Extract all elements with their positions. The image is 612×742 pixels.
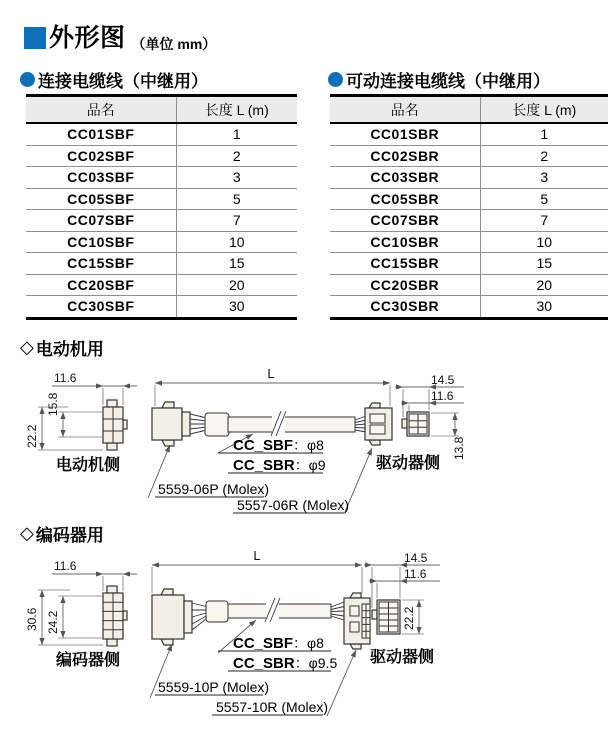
product-name-cell: CC03SBR xyxy=(330,167,480,189)
table-row xyxy=(330,210,608,232)
table-row xyxy=(330,123,608,145)
column-header-name: 品名 xyxy=(330,96,480,124)
motor-cable-drawing xyxy=(0,358,612,522)
table-row xyxy=(330,188,608,210)
length-cell: 2 xyxy=(480,145,608,167)
page-title-text: 外形图 xyxy=(49,24,126,52)
length-cell: 30 xyxy=(480,296,608,319)
dim-24-2: 24.2 xyxy=(46,610,60,634)
motor-cable-assembly xyxy=(152,366,392,446)
dim-11-6-inner: 11.6 xyxy=(431,389,454,403)
fixed-cable-table xyxy=(26,94,297,320)
column-header-length: 长度 L (m) xyxy=(176,96,297,124)
table-row xyxy=(26,210,297,232)
dim-30-6: 30.6 xyxy=(25,607,39,631)
dim-13-8: 13.8 xyxy=(452,436,466,460)
length-cell: 10 xyxy=(480,231,608,253)
table-row xyxy=(26,123,297,145)
flex-cable-table xyxy=(330,94,608,320)
table-row xyxy=(26,253,297,275)
table-row xyxy=(26,145,297,167)
section-heading-flex-cable xyxy=(328,67,550,92)
section-heading-fixed-cable xyxy=(20,67,208,92)
encoder-side-label: 编码器侧 xyxy=(55,652,121,669)
encoder-cable-assembly xyxy=(152,548,370,649)
length-cell: 3 xyxy=(480,167,608,189)
motor-diagram-heading xyxy=(20,335,104,360)
length-cell: 20 xyxy=(480,274,608,296)
length-cell: 5 xyxy=(480,188,608,210)
diamond-marker-icon: ◇ xyxy=(20,337,34,357)
dim-11-6: 11.6 xyxy=(54,371,77,385)
cable-dia-note-sbf: CC_SBF：φ8 xyxy=(233,635,324,652)
length-cell: 15 xyxy=(480,253,608,275)
product-name-cell: CC07SBR xyxy=(330,210,480,232)
receptacle-part-number: 5557-10R (Molex) xyxy=(216,699,329,715)
product-name-cell: CC02SBF xyxy=(26,145,176,167)
dim-14-5: 14.5 xyxy=(431,373,455,387)
column-header-name: 品名 xyxy=(26,96,176,124)
page-title-unit: （单位 mm） xyxy=(131,36,217,52)
encoder-cable-drawing xyxy=(0,546,612,742)
length-cell: 3 xyxy=(176,167,297,189)
dim-length-L: L xyxy=(267,366,275,381)
product-name-cell: CC30SBR xyxy=(330,296,480,319)
table-row xyxy=(330,274,608,296)
product-name-cell: CC03SBF xyxy=(26,167,176,189)
table-row xyxy=(330,145,608,167)
driver-side-label: 驱动器侧 xyxy=(369,649,435,666)
column-header-length: 长度 L (m) xyxy=(480,96,608,124)
length-cell: 20 xyxy=(176,274,297,296)
table-row xyxy=(330,296,608,319)
receptacle-part-number: 5557-06R (Molex) xyxy=(237,497,350,513)
length-cell: 7 xyxy=(176,210,297,232)
dim-22-2: 22.2 xyxy=(25,424,39,448)
product-name-cell: CC10SBR xyxy=(330,231,480,253)
length-cell: 5 xyxy=(176,188,297,210)
product-name-cell: CC05SBR xyxy=(330,188,480,210)
motor-side-label: 电动机侧 xyxy=(55,457,121,474)
length-cell: 15 xyxy=(176,253,297,275)
length-cell: 30 xyxy=(176,296,297,319)
dim-14-5: 14.5 xyxy=(404,551,428,565)
product-name-cell: CC15SBR xyxy=(330,253,480,275)
plug-part-number: 5559-06P (Molex) xyxy=(158,481,270,497)
page-title xyxy=(24,24,216,54)
blue-square-marker xyxy=(24,27,46,49)
diamond-marker-icon: ◇ xyxy=(20,523,34,543)
table-row xyxy=(330,167,608,189)
cable-dia-note-sbr: CC_SBR：φ9 xyxy=(233,457,326,474)
product-name-cell: CC01SBF xyxy=(26,123,176,145)
dim-11-6: 11.6 xyxy=(54,559,77,573)
table-row xyxy=(26,188,297,210)
table-row xyxy=(26,231,297,253)
table-row xyxy=(330,231,608,253)
length-cell: 1 xyxy=(176,123,297,145)
encoder-side-connector-view xyxy=(25,559,137,669)
section-heading-text: 可动连接电缆线（中继用） xyxy=(346,72,550,91)
dim-length-L: L xyxy=(253,548,261,563)
table-row xyxy=(26,296,297,319)
product-name-cell: CC07SBF xyxy=(26,210,176,232)
product-name-cell: CC20SBR xyxy=(330,274,480,296)
table-header-row xyxy=(26,96,297,124)
product-name-cell: CC20SBF xyxy=(26,274,176,296)
length-cell: 7 xyxy=(480,210,608,232)
bullet-circle-icon xyxy=(328,72,343,87)
driver-side-label: 驱动器侧 xyxy=(375,455,441,472)
dim-22-2: 22.2 xyxy=(402,606,416,630)
product-name-cell: CC10SBF xyxy=(26,231,176,253)
product-name-cell: CC15SBF xyxy=(26,253,176,275)
dim-11-6-inner: 11.6 xyxy=(404,567,427,581)
product-name-cell: CC05SBF xyxy=(26,188,176,210)
cable-dia-note-sbf: CC_SBF：φ8 xyxy=(233,437,324,454)
table-row xyxy=(26,167,297,189)
motor-side-connector-view xyxy=(25,371,137,474)
section-heading-text: 连接电缆线（中继用） xyxy=(38,72,208,91)
motor-diagram-title: 电动机用 xyxy=(35,340,104,359)
encoder-diagram-title: 编码器用 xyxy=(35,526,104,545)
table-row xyxy=(26,274,297,296)
plug-part-number: 5559-10P (Molex) xyxy=(158,679,270,695)
product-name-cell: CC30SBF xyxy=(26,296,176,319)
table-header-row xyxy=(330,96,608,124)
product-name-cell: CC01SBR xyxy=(330,123,480,145)
motor-callouts xyxy=(148,434,372,513)
length-cell: 2 xyxy=(176,145,297,167)
product-name-cell: CC02SBR xyxy=(330,145,480,167)
driver-side-connector-view xyxy=(364,551,440,666)
encoder-diagram-heading xyxy=(20,521,104,546)
length-cell: 10 xyxy=(176,231,297,253)
bullet-circle-icon xyxy=(20,72,35,87)
cable-dia-note-sbr: CC_SBR：φ9.5 xyxy=(233,655,338,672)
table-row xyxy=(330,253,608,275)
dim-15-8: 15.8 xyxy=(46,392,60,416)
length-cell: 1 xyxy=(480,123,608,145)
